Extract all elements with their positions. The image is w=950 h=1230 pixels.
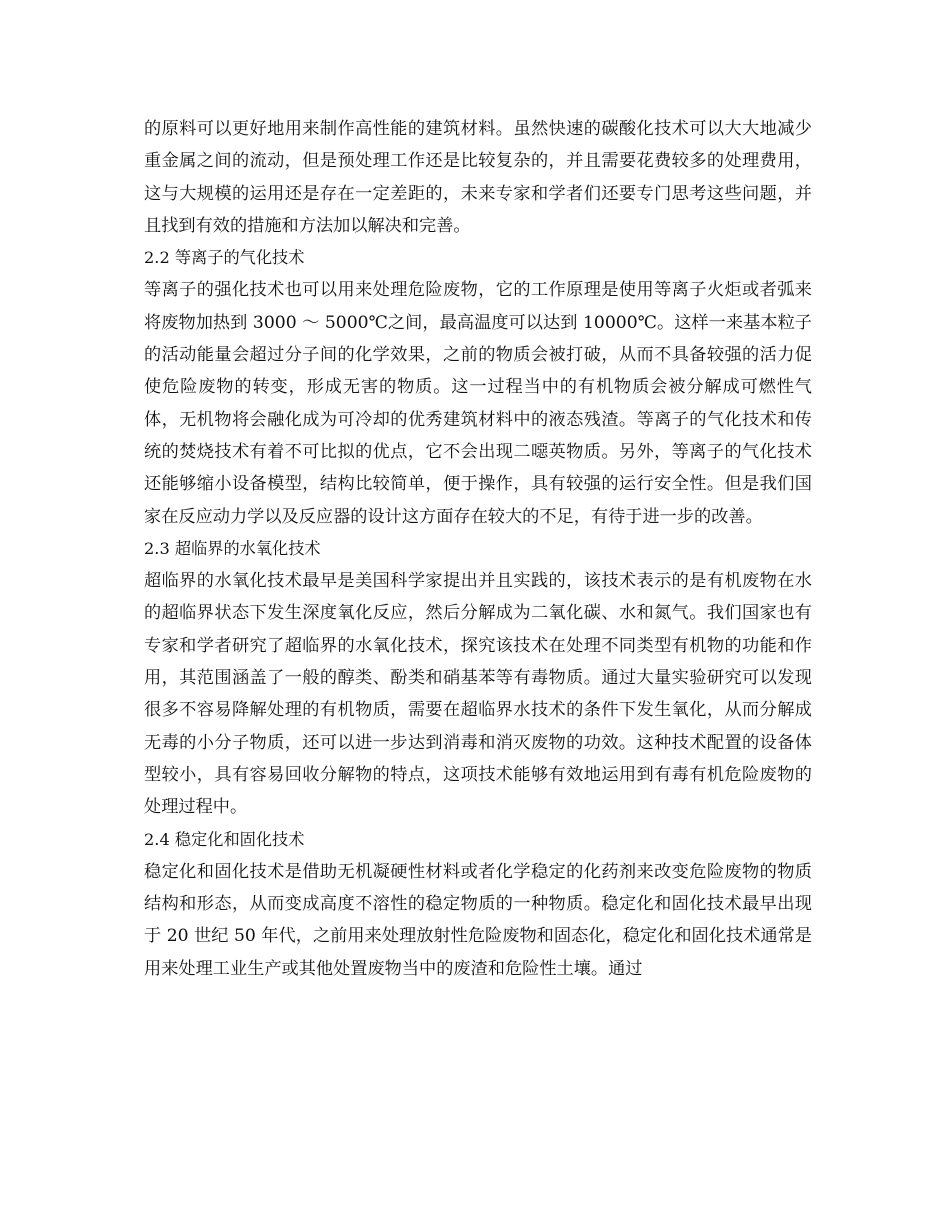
paragraph-plasma-gasification: 等离子的强化技术也可以用来处理危险废物，它的工作原理是使用等离子火炬或者弧来将废物加热到 3000 ～ 5000℃之间，最高温度可以达到 10000℃。这样一来基本粒子的活动能量会超过分子间的化学效果，之前的物质会被打破，从而不具备较强的活力促使危险废物的转变，形成无害的物质。这一过程当中的有机物质会被分解成可燃性气体，无机物将会融化成为可冷却的优秀建筑材料中的液态残渣。等离子的气化技术和传统的焚烧技术有着不可比拟的优点，它不会出现二噁英物质。另外，等离子的气化技术还能够缩小设备模型，结构比较简单，便于操作，具有较强的运行安全性。但是我们国家在反应动力学以及反应器的设计这方面存在较大的不足，有待于进一步的改善。: [144, 280, 812, 527]
paragraph-continuation: 的原料可以更好地用来制作高性能的建筑材料。虽然快速的碳酸化技术可以大大地减少重金属之间的流动，但是预处理工作还是比较复杂的，并且需要花费较多的处理费用，这与大规模的运用还是存在一定差距的，未来专家和学者们还要专门思考这些问题，并且找到有效的措施和方法加以解决和完善。: [144, 119, 812, 236]
paragraph-supercritical-water-oxidation: 超临界的水氧化技术最早是美国科学家提出并且实践的，该技术表示的是有机废物在水的超临界状态下发生深度氧化反应，然后分解成为二氧化碳、水和氮气。我们国家也有专家和学者研究了超临界的水氧化技术，探究该技术在处理不同类型有机物的功能和作用，其范围涵盖了一般的醇类、酚类和硝基苯等有毒物质。通过大量实验研究可以发现很多不容易降解处理的有机物质，需要在超临界水技术的条件下发生氧化，从而分解成无毒的小分子物质，还可以进一步达到消毒和消灭废物的功效。这种技术配置的设备体型较小，具有容易回收分解物的特点，这项技术能够有效地运用到有毒有机危险废物的处理过程中。: [144, 571, 812, 818]
section-heading-2-3: 2.3 超临界的水氧化技术: [144, 538, 321, 558]
section-heading-2-4: 2.4 稳定化和固化技术: [144, 829, 305, 849]
paragraph-stabilization-solidification: 稳定化和固化技术是借助无机凝硬性材料或者化学稳定的化药剂来改变危险废物的物质结构和形态，从而变成高度不溶性的稳定物质的一种物质。稳定化和固化技术最早出现于 20 世纪 50 年代，之前用来处理放射性危险废物和固态化，稳定化和固化技术通常是用来处理工业生产或其他处置废物当中的废渣和危险性土壤。通过: [144, 861, 812, 979]
section-heading-2-2: 2.2 等离子的气化技术: [144, 248, 305, 268]
document-body: [144, 113, 812, 985]
